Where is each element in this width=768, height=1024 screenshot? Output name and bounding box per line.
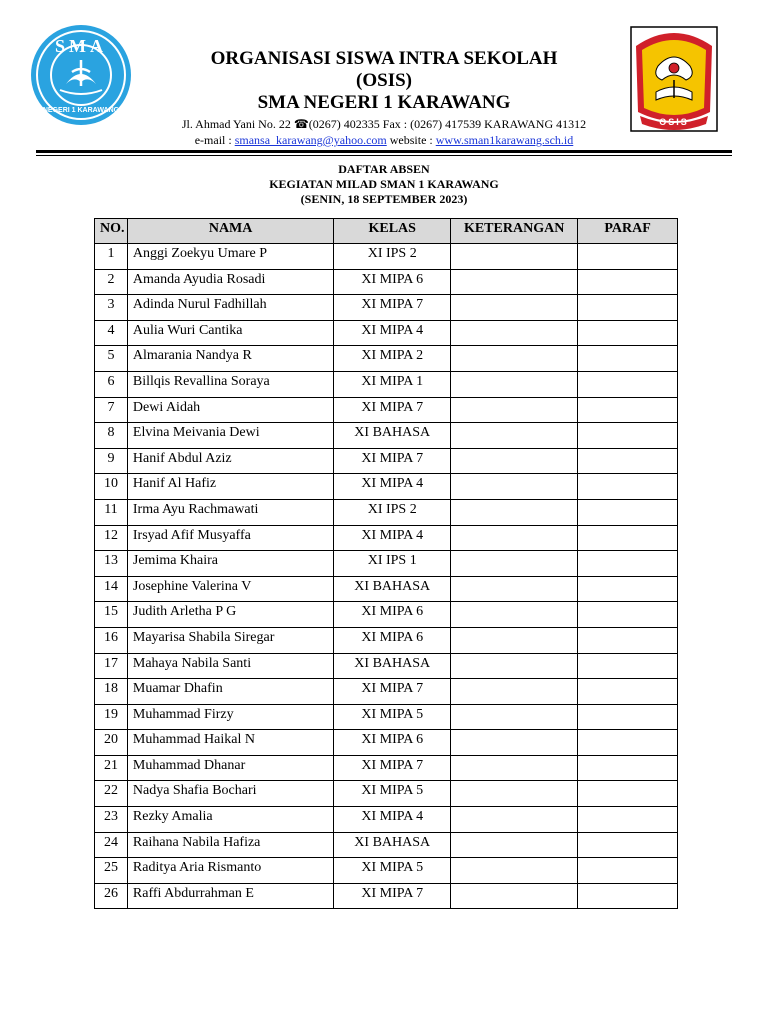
table-row [95, 832, 678, 858]
cell-nama: Raffi Abdurrahman E [127, 883, 333, 909]
table-row [95, 755, 678, 781]
title-line-2: KEGIATAN MILAD SMAN 1 KARAWANG [269, 177, 499, 191]
table-row [95, 551, 678, 577]
osis-logo [630, 26, 718, 132]
header-nama: NAMA [127, 219, 333, 244]
cell-nama: Aulia Wuri Cantika [127, 320, 333, 346]
cell-nama: Rezky Amalia [127, 807, 333, 833]
cell-nama: Hanif Al Hafiz [127, 474, 333, 500]
table-row [95, 730, 678, 756]
cell-keterangan[interactable] [451, 858, 578, 884]
table-row [95, 858, 678, 884]
cell-paraf[interactable] [578, 448, 678, 474]
table-row [95, 244, 678, 270]
cell-kelas: XI MIPA 7 [334, 679, 451, 705]
table-row [95, 576, 678, 602]
cell-kelas: XI MIPA 4 [334, 474, 451, 500]
contact-line [140, 132, 628, 148]
cell-keterangan[interactable] [451, 295, 578, 321]
cell-no: 16 [95, 627, 128, 653]
cell-keterangan[interactable] [451, 346, 578, 372]
cell-keterangan[interactable] [451, 627, 578, 653]
cell-kelas: XI MIPA 5 [334, 781, 451, 807]
cell-keterangan[interactable] [451, 576, 578, 602]
cell-no: 12 [95, 525, 128, 551]
cell-paraf[interactable] [578, 474, 678, 500]
cell-keterangan[interactable] [451, 551, 578, 577]
cell-paraf[interactable] [578, 371, 678, 397]
cell-paraf[interactable] [578, 858, 678, 884]
table-row [95, 807, 678, 833]
cell-nama: Muhammad Dhanar [127, 755, 333, 781]
table-row [95, 474, 678, 500]
cell-kelas: XI MIPA 6 [334, 627, 451, 653]
cell-kelas: XI MIPA 7 [334, 883, 451, 909]
cell-no: 9 [95, 448, 128, 474]
cell-paraf[interactable] [578, 244, 678, 270]
cell-no: 1 [95, 244, 128, 270]
email-label: e-mail : [194, 133, 232, 147]
cell-nama: Dewi Aidah [127, 397, 333, 423]
cell-keterangan[interactable] [451, 499, 578, 525]
cell-no: 3 [95, 295, 128, 321]
cell-kelas: XI BAHASA [334, 576, 451, 602]
cell-nama: Nadya Shafia Bochari [127, 781, 333, 807]
cell-kelas: XI MIPA 5 [334, 704, 451, 730]
cell-nama: Billqis Revallina Soraya [127, 371, 333, 397]
header-divider-thick [36, 150, 732, 153]
cell-keterangan[interactable] [451, 832, 578, 858]
cell-nama: Raditya Aria Rismanto [127, 858, 333, 884]
header-keterangan: KETERANGAN [451, 219, 578, 244]
table-row [95, 602, 678, 628]
cell-keterangan[interactable] [451, 602, 578, 628]
cell-no: 21 [95, 755, 128, 781]
cell-keterangan[interactable] [451, 371, 578, 397]
cell-keterangan[interactable] [451, 474, 578, 500]
cell-kelas: XI MIPA 7 [334, 755, 451, 781]
cell-no: 13 [95, 551, 128, 577]
cell-paraf[interactable] [578, 807, 678, 833]
cell-keterangan[interactable] [451, 781, 578, 807]
cell-no: 11 [95, 499, 128, 525]
cell-nama: Amanda Ayudia Rosadi [127, 269, 333, 295]
cell-paraf[interactable] [578, 423, 678, 449]
cell-no: 10 [95, 474, 128, 500]
header-divider-thin [36, 155, 732, 156]
cell-paraf[interactable] [578, 832, 678, 858]
header-paraf: PARAF [578, 219, 678, 244]
cell-paraf[interactable] [578, 551, 678, 577]
table-row [95, 423, 678, 449]
cell-paraf[interactable] [578, 730, 678, 756]
table-row [95, 269, 678, 295]
cell-kelas: XI MIPA 4 [334, 807, 451, 833]
cell-no: 26 [95, 883, 128, 909]
cell-keterangan[interactable] [451, 807, 578, 833]
cell-nama: Adinda Nurul Fadhillah [127, 295, 333, 321]
cell-nama: Mahaya Nabila Santi [127, 653, 333, 679]
cell-paraf[interactable] [578, 320, 678, 346]
school-logo-text-bottom: NEGERI 1 KARAWANG [42, 107, 120, 114]
org-name: ORGANISASI SISWA INTRA SEKOLAH [210, 48, 558, 69]
cell-paraf[interactable] [578, 883, 678, 909]
cell-nama: Jemima Khaira [127, 551, 333, 577]
cell-keterangan[interactable] [451, 244, 578, 270]
letterhead [140, 48, 628, 148]
cell-no: 24 [95, 832, 128, 858]
cell-paraf[interactable] [578, 704, 678, 730]
cell-nama: Anggi Zoekyu Umare P [127, 244, 333, 270]
title-line-1: DAFTAR ABSEN [338, 162, 430, 176]
cell-paraf[interactable] [578, 525, 678, 551]
table-row [95, 295, 678, 321]
cell-no: 25 [95, 858, 128, 884]
cell-nama: Raihana Nabila Hafiza [127, 832, 333, 858]
cell-kelas: XI IPS 2 [334, 499, 451, 525]
table-row [95, 781, 678, 807]
website-link[interactable]: www.sman1karawang.sch.id [435, 133, 574, 147]
cell-no: 19 [95, 704, 128, 730]
school-address: Jl. Ahmad Yani No. 22 ☎(0267) 402335 Fax : (0267) 417539 KARAWANG 41312 [181, 117, 587, 131]
cell-kelas: XI MIPA 6 [334, 602, 451, 628]
table-row [95, 397, 678, 423]
cell-nama: Irsyad Afif Musyaffa [127, 525, 333, 551]
header-no: NO. [95, 219, 128, 244]
cell-no: 20 [95, 730, 128, 756]
cell-kelas: XI MIPA 6 [334, 730, 451, 756]
cell-kelas: XI MIPA 4 [334, 320, 451, 346]
cell-keterangan[interactable] [451, 423, 578, 449]
cell-keterangan[interactable] [451, 755, 578, 781]
cell-paraf[interactable] [578, 781, 678, 807]
table-row [95, 525, 678, 551]
cell-no: 8 [95, 423, 128, 449]
title-line-3: (SENIN, 18 SEPTEMBER 2023) [300, 192, 468, 206]
table-row [95, 346, 678, 372]
cell-nama: Mayarisa Shabila Siregar [127, 627, 333, 653]
cell-paraf[interactable] [578, 627, 678, 653]
attendance-table [94, 218, 678, 909]
cell-paraf[interactable] [578, 397, 678, 423]
website-label: website : [389, 133, 433, 147]
school-logo-text-top: SMA [55, 36, 107, 56]
cell-keterangan[interactable] [451, 679, 578, 705]
cell-keterangan[interactable] [451, 320, 578, 346]
cell-no: 4 [95, 320, 128, 346]
cell-paraf[interactable] [578, 755, 678, 781]
table-row [95, 679, 678, 705]
cell-kelas: XI MIPA 6 [334, 269, 451, 295]
cell-kelas: XI MIPA 7 [334, 448, 451, 474]
cell-kelas: XI MIPA 4 [334, 525, 451, 551]
email-link[interactable]: smansa_karawang@yahoo.com [234, 133, 387, 147]
cell-kelas: XI MIPA 2 [334, 346, 451, 372]
table-row [95, 499, 678, 525]
table-row [95, 883, 678, 909]
cell-keterangan[interactable] [451, 730, 578, 756]
cell-keterangan[interactable] [451, 448, 578, 474]
cell-no: 22 [95, 781, 128, 807]
cell-no: 18 [95, 679, 128, 705]
cell-keterangan[interactable] [451, 269, 578, 295]
cell-no: 23 [95, 807, 128, 833]
school-name: SMA NEGERI 1 KARAWANG [257, 92, 511, 113]
cell-keterangan[interactable] [451, 525, 578, 551]
cell-kelas: XI MIPA 1 [334, 371, 451, 397]
cell-no: 5 [95, 346, 128, 372]
cell-kelas: XI IPS 2 [334, 244, 451, 270]
school-logo [30, 24, 132, 126]
cell-kelas: XI MIPA 7 [334, 397, 451, 423]
cell-paraf[interactable] [578, 576, 678, 602]
cell-kelas: XI IPS 1 [334, 551, 451, 577]
cell-nama: Elvina Meivania Dewi [127, 423, 333, 449]
cell-paraf[interactable] [578, 679, 678, 705]
document-title [0, 162, 768, 207]
cell-no: 2 [95, 269, 128, 295]
cell-nama: Almarania Nandya R [127, 346, 333, 372]
cell-kelas: XI MIPA 7 [334, 295, 451, 321]
cell-kelas: XI BAHASA [334, 653, 451, 679]
cell-paraf[interactable] [578, 269, 678, 295]
org-abbr: (OSIS) [356, 70, 412, 91]
cell-nama: Hanif Abdul Aziz [127, 448, 333, 474]
cell-nama: Muhammad Firzy [127, 704, 333, 730]
cell-no: 17 [95, 653, 128, 679]
cell-paraf[interactable] [578, 602, 678, 628]
cell-paraf[interactable] [578, 653, 678, 679]
table-row [95, 704, 678, 730]
osis-logo-text: OSIS [659, 117, 689, 127]
cell-nama: Josephine Valerina V [127, 576, 333, 602]
cell-nama: Muhammad Haikal N [127, 730, 333, 756]
cell-kelas: XI BAHASA [334, 423, 451, 449]
cell-keterangan[interactable] [451, 653, 578, 679]
cell-nama: Judith Arletha P G [127, 602, 333, 628]
table-body [95, 244, 678, 909]
cell-no: 14 [95, 576, 128, 602]
cell-keterangan[interactable] [451, 883, 578, 909]
table-row [95, 320, 678, 346]
cell-keterangan[interactable] [451, 704, 578, 730]
table-row [95, 653, 678, 679]
cell-kelas: XI MIPA 5 [334, 858, 451, 884]
table-row [95, 627, 678, 653]
cell-no: 6 [95, 371, 128, 397]
cell-paraf[interactable] [578, 295, 678, 321]
cell-paraf[interactable] [578, 346, 678, 372]
table-row [95, 371, 678, 397]
cell-paraf[interactable] [578, 499, 678, 525]
cell-nama: Irma Ayu Rachmawati [127, 499, 333, 525]
table-row [95, 448, 678, 474]
cell-no: 7 [95, 397, 128, 423]
cell-no: 15 [95, 602, 128, 628]
table-header-row [95, 219, 678, 244]
cell-nama: Muamar Dhafin [127, 679, 333, 705]
cell-keterangan[interactable] [451, 397, 578, 423]
cell-kelas: XI BAHASA [334, 832, 451, 858]
header-kelas: KELAS [334, 219, 451, 244]
